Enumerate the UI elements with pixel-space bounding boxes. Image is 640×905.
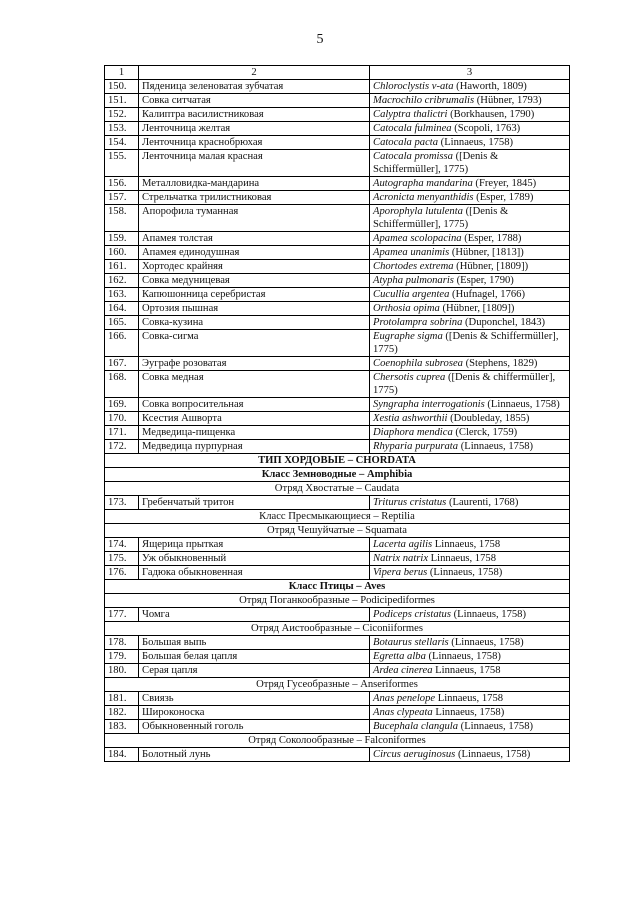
author-citation: (Linnaeus, 1758) xyxy=(484,399,560,410)
species-row xyxy=(105,496,570,510)
species-row xyxy=(105,274,570,288)
author-citation: (Hübner, [1809]) xyxy=(453,261,529,272)
russian-name: Уж обыкновенный xyxy=(139,552,370,566)
russian-name: Ленточница краснобрюхая xyxy=(139,136,370,150)
latin-name: Catocala pacta xyxy=(373,137,439,148)
row-number: 154. xyxy=(105,136,139,150)
russian-name: Совка вопросительная xyxy=(139,398,370,412)
latin-name-cell xyxy=(370,538,570,552)
latin-name: Anas penelope xyxy=(373,693,436,704)
latin-name-cell xyxy=(370,108,570,122)
row-number: 176. xyxy=(105,566,139,580)
latin-name: Ardea cinerea xyxy=(373,665,433,676)
latin-name-cell xyxy=(370,302,570,316)
author-citation: Linnaeus, 1758 xyxy=(432,665,501,676)
latin-name: Orthosia opima xyxy=(373,303,440,314)
latin-name: Chersotis cuprea xyxy=(373,372,446,383)
latin-name-cell xyxy=(370,150,570,177)
latin-name-cell xyxy=(370,720,570,734)
russian-name: Совка медная xyxy=(139,371,370,398)
species-row xyxy=(105,122,570,136)
species-row xyxy=(105,177,570,191)
latin-name: Syngrapha interrogationis xyxy=(373,399,485,410)
species-row xyxy=(105,398,570,412)
russian-name: Стрельчатка трилистниковая xyxy=(139,191,370,205)
author-citation: (Linnaeus, 1758) xyxy=(425,651,501,662)
russian-name: Апамея единодушная xyxy=(139,246,370,260)
species-row xyxy=(105,94,570,108)
species-row xyxy=(105,316,570,330)
species-row xyxy=(105,720,570,734)
section-row xyxy=(105,510,570,524)
species-table xyxy=(104,65,570,762)
author-citation: (Clerck, 1759) xyxy=(452,427,518,438)
latin-name: Natrix natrix xyxy=(373,553,429,564)
latin-name-cell xyxy=(370,94,570,108)
latin-name: Coenophila subrosea xyxy=(373,358,463,369)
row-number: 153. xyxy=(105,122,139,136)
russian-name: Капюшонница серебристая xyxy=(139,288,370,302)
latin-name: Acronicta menyanthidis xyxy=(373,192,474,203)
species-row xyxy=(105,692,570,706)
latin-name-cell xyxy=(370,412,570,426)
russian-name: Ящерица прыткая xyxy=(139,538,370,552)
author-citation: (Hufnagel, 1766) xyxy=(449,289,526,300)
latin-name: Bucephala clangula xyxy=(373,721,459,732)
latin-name: Macrochilo cribrumalis xyxy=(373,95,475,106)
section-row xyxy=(105,482,570,496)
row-number: 174. xyxy=(105,538,139,552)
russian-name: Большая белая цапля xyxy=(139,650,370,664)
row-number: 181. xyxy=(105,692,139,706)
author-citation: (Linnaeus, 1758) xyxy=(455,749,531,760)
russian-name: Апорофила туманная xyxy=(139,205,370,232)
latin-name: Podiceps cristatus xyxy=(373,609,451,620)
row-number: 167. xyxy=(105,357,139,371)
latin-name: Calyptra thalictri xyxy=(373,109,448,120)
row-number: 166. xyxy=(105,330,139,357)
latin-name: Aporophyla lutulenta xyxy=(373,206,463,217)
russian-name: Совка-сигма xyxy=(139,330,370,357)
row-number: 178. xyxy=(105,636,139,650)
latin-name-cell xyxy=(370,440,570,454)
latin-name-cell xyxy=(370,371,570,398)
species-row xyxy=(105,371,570,398)
latin-name-cell xyxy=(370,205,570,232)
author-citation: (Borkhausen, 1790) xyxy=(447,109,535,120)
species-row xyxy=(105,191,570,205)
section-row xyxy=(105,454,570,468)
latin-name-cell xyxy=(370,552,570,566)
russian-name: Калиптра василистниковая xyxy=(139,108,370,122)
author-citation: (Hübner, [1813]) xyxy=(449,247,524,258)
species-row xyxy=(105,440,570,454)
row-number: 150. xyxy=(105,80,139,94)
latin-name: Xestia ashworthii xyxy=(373,413,448,424)
section-title: Отряд Аистообразные – Ciconiiformes xyxy=(105,622,570,636)
row-number: 169. xyxy=(105,398,139,412)
author-citation: (Esper, 1788) xyxy=(461,233,522,244)
section-row xyxy=(105,622,570,636)
section-row xyxy=(105,594,570,608)
author-citation: (Duponchel, 1843) xyxy=(462,317,546,328)
latin-name-cell xyxy=(370,191,570,205)
russian-name: Болотный лунь xyxy=(139,748,370,762)
russian-name: Гадюка обыкновенная xyxy=(139,566,370,580)
latin-name: Botaurus stellaris xyxy=(373,637,449,648)
species-row xyxy=(105,288,570,302)
author-citation: (Linnaeus, 1758) xyxy=(450,609,527,620)
russian-name: Ксестия Ашворта xyxy=(139,412,370,426)
section-title: Отряд Соколообразные – Falconiformes xyxy=(105,734,570,748)
author-citation: (Linnaeus, 1758) xyxy=(458,441,534,452)
row-number: 161. xyxy=(105,260,139,274)
latin-name: Diaphora mendica xyxy=(373,427,453,438)
author-citation: ([Denis & Schiffermüller], 1775) xyxy=(373,151,499,175)
header-col-number: 1 xyxy=(105,66,139,80)
header-col-russian-name: 2 xyxy=(139,66,370,80)
russian-name: Гребенчатый тритон xyxy=(139,496,370,510)
author-citation: (Laurenti, 1768) xyxy=(446,497,519,508)
latin-name-cell xyxy=(370,748,570,762)
author-citation: (Linnaeus, 1758) xyxy=(448,637,524,648)
row-number: 163. xyxy=(105,288,139,302)
russian-name: Ленточница желтая xyxy=(139,122,370,136)
row-number: 183. xyxy=(105,720,139,734)
species-row xyxy=(105,80,570,94)
species-row xyxy=(105,748,570,762)
header-row xyxy=(105,66,570,80)
species-row xyxy=(105,357,570,371)
row-number: 160. xyxy=(105,246,139,260)
row-number: 168. xyxy=(105,371,139,398)
row-number: 152. xyxy=(105,108,139,122)
row-number: 155. xyxy=(105,150,139,177)
latin-name-cell xyxy=(370,692,570,706)
row-number: 162. xyxy=(105,274,139,288)
row-number: 180. xyxy=(105,664,139,678)
author-citation: (Linnaeus, 1758) xyxy=(458,721,534,732)
latin-name: Atypha pulmonaris xyxy=(373,275,454,286)
latin-name-cell xyxy=(370,288,570,302)
row-number: 159. xyxy=(105,232,139,246)
section-title: Отряд Гусеобразные – Anseriformes xyxy=(105,678,570,692)
author-citation: Linnaeus, 1758 xyxy=(432,539,501,550)
latin-name-cell xyxy=(370,80,570,94)
latin-name-cell xyxy=(370,566,570,580)
section-title: Класс Пресмыкающиеся – Reptilia xyxy=(105,510,570,524)
latin-name: Eugraphe sigma xyxy=(373,331,443,342)
author-citation: (Doubleday, 1855) xyxy=(447,413,530,424)
section-row xyxy=(105,468,570,482)
latin-name-cell xyxy=(370,260,570,274)
species-row xyxy=(105,260,570,274)
species-row xyxy=(105,302,570,316)
row-number: 170. xyxy=(105,412,139,426)
latin-name: Apamea scolopacina xyxy=(373,233,462,244)
species-row xyxy=(105,136,570,150)
latin-name: Autographa mandarina xyxy=(373,178,473,189)
latin-name: Apamea unanimis xyxy=(373,247,450,258)
section-title: Класс Птицы – Aves xyxy=(105,580,570,594)
row-number: 165. xyxy=(105,316,139,330)
section-title: Отряд Поганкообразные – Podicipediformes xyxy=(105,594,570,608)
latin-name-cell xyxy=(370,246,570,260)
russian-name: Ортозия пышная xyxy=(139,302,370,316)
author-citation: (Scopoli, 1763) xyxy=(451,123,521,134)
row-number: 164. xyxy=(105,302,139,316)
latin-name: Vipera berus xyxy=(373,567,428,578)
latin-name-cell xyxy=(370,706,570,720)
author-citation: (Hübner, [1809]) xyxy=(439,303,515,314)
species-row xyxy=(105,246,570,260)
russian-name: Ленточница малая красная xyxy=(139,150,370,177)
row-number: 177. xyxy=(105,608,139,622)
russian-name: Свиязь xyxy=(139,692,370,706)
latin-name: Protolampra sobrina xyxy=(373,317,463,328)
section-title: Отряд Чешуйчатые – Squamata xyxy=(105,524,570,538)
author-citation: (Stephens, 1829) xyxy=(462,358,538,369)
russian-name: Большая выпь xyxy=(139,636,370,650)
russian-name: Чомга xyxy=(139,608,370,622)
section-row xyxy=(105,524,570,538)
latin-name-cell xyxy=(370,496,570,510)
latin-name-cell xyxy=(370,232,570,246)
author-citation: (Freyer, 1845) xyxy=(472,178,537,189)
species-row xyxy=(105,538,570,552)
author-citation: (Linnaeus, 1758) xyxy=(438,137,514,148)
latin-name-cell xyxy=(370,664,570,678)
section-title: ТИП ХОРДОВЫЕ – CHORDATA xyxy=(105,454,570,468)
species-row xyxy=(105,108,570,122)
species-row xyxy=(105,330,570,357)
latin-name-cell xyxy=(370,608,570,622)
latin-name: Chloroclystis v-ata xyxy=(373,81,454,92)
latin-name: Circus aeruginosus xyxy=(373,749,456,760)
section-row xyxy=(105,580,570,594)
species-row xyxy=(105,426,570,440)
latin-name-cell xyxy=(370,177,570,191)
russian-name: Хортодес крайняя xyxy=(139,260,370,274)
author-citation: (Haworth, 1809) xyxy=(453,81,527,92)
species-row xyxy=(105,232,570,246)
author-citation: Linnaeus, 1758) xyxy=(432,707,505,718)
species-row xyxy=(105,205,570,232)
latin-name: Rhyparia purpurata xyxy=(373,441,459,452)
latin-name-cell xyxy=(370,274,570,288)
species-row xyxy=(105,566,570,580)
russian-name: Широконоска xyxy=(139,706,370,720)
latin-name: Triturus cristatus xyxy=(373,497,447,508)
latin-name: Catocala fulminea xyxy=(373,123,452,134)
species-row xyxy=(105,650,570,664)
author-citation: (Hübner, 1793) xyxy=(474,95,542,106)
russian-name: Медведица-пищенка xyxy=(139,426,370,440)
russian-name: Обыкновенный гоголь xyxy=(139,720,370,734)
section-row xyxy=(105,734,570,748)
species-row xyxy=(105,552,570,566)
russian-name: Апамея толстая xyxy=(139,232,370,246)
russian-name: Металловидка-мандарина xyxy=(139,177,370,191)
author-citation: Linnaeus, 1758 xyxy=(435,693,504,704)
latin-name: Anas clypeata xyxy=(373,707,433,718)
russian-name: Совка медуницевая xyxy=(139,274,370,288)
author-citation: (Linnaeus, 1758) xyxy=(427,567,503,578)
latin-name-cell xyxy=(370,398,570,412)
latin-name-cell xyxy=(370,316,570,330)
russian-name: Пяденица зеленоватая зубчатая xyxy=(139,80,370,94)
latin-name-cell xyxy=(370,357,570,371)
species-row xyxy=(105,636,570,650)
latin-name: Lacerta agilis xyxy=(373,539,433,550)
russian-name: Эуграфе розоватая xyxy=(139,357,370,371)
species-table-body xyxy=(105,66,570,762)
species-row xyxy=(105,412,570,426)
header-col-latin-name: 3 xyxy=(370,66,570,80)
row-number: 151. xyxy=(105,94,139,108)
latin-name-cell xyxy=(370,136,570,150)
russian-name: Медведица пурпурная xyxy=(139,440,370,454)
latin-name: Cucullia argentea xyxy=(373,289,450,300)
page-number: 5 xyxy=(316,32,324,47)
author-citation: (Esper, 1790) xyxy=(453,275,514,286)
row-number: 179. xyxy=(105,650,139,664)
author-citation: ([Denis & Schiffermüller], 1775) xyxy=(373,206,509,230)
latin-name-cell xyxy=(370,426,570,440)
russian-name: Совка-кузина xyxy=(139,316,370,330)
row-number: 158. xyxy=(105,205,139,232)
row-number: 184. xyxy=(105,748,139,762)
species-row xyxy=(105,608,570,622)
row-number: 173. xyxy=(105,496,139,510)
author-citation: (Esper, 1789) xyxy=(473,192,534,203)
row-number: 182. xyxy=(105,706,139,720)
row-number: 157. xyxy=(105,191,139,205)
latin-name-cell xyxy=(370,122,570,136)
row-number: 171. xyxy=(105,426,139,440)
author-citation: ([Denis & chiffermüller], 1775) xyxy=(373,372,556,396)
latin-name-cell xyxy=(370,650,570,664)
row-number: 172. xyxy=(105,440,139,454)
species-row xyxy=(105,664,570,678)
russian-name: Совка ситчатая xyxy=(139,94,370,108)
latin-name: Catocala promissa xyxy=(373,151,453,162)
author-citation: ([Denis & Schiffermüller], 1775) xyxy=(373,331,559,355)
latin-name: Chortodes extrema xyxy=(373,261,454,272)
section-row xyxy=(105,678,570,692)
author-citation: Linnaeus, 1758 xyxy=(428,553,496,564)
latin-name-cell xyxy=(370,636,570,650)
row-number: 156. xyxy=(105,177,139,191)
latin-name: Egretta alba xyxy=(373,651,426,662)
section-title: Класс Земноводные – Amphibia xyxy=(105,468,570,482)
species-row xyxy=(105,150,570,177)
species-row xyxy=(105,706,570,720)
row-number: 175. xyxy=(105,552,139,566)
latin-name-cell xyxy=(370,330,570,357)
section-title: Отряд Хвостатые – Caudata xyxy=(105,482,570,496)
russian-name: Серая цапля xyxy=(139,664,370,678)
